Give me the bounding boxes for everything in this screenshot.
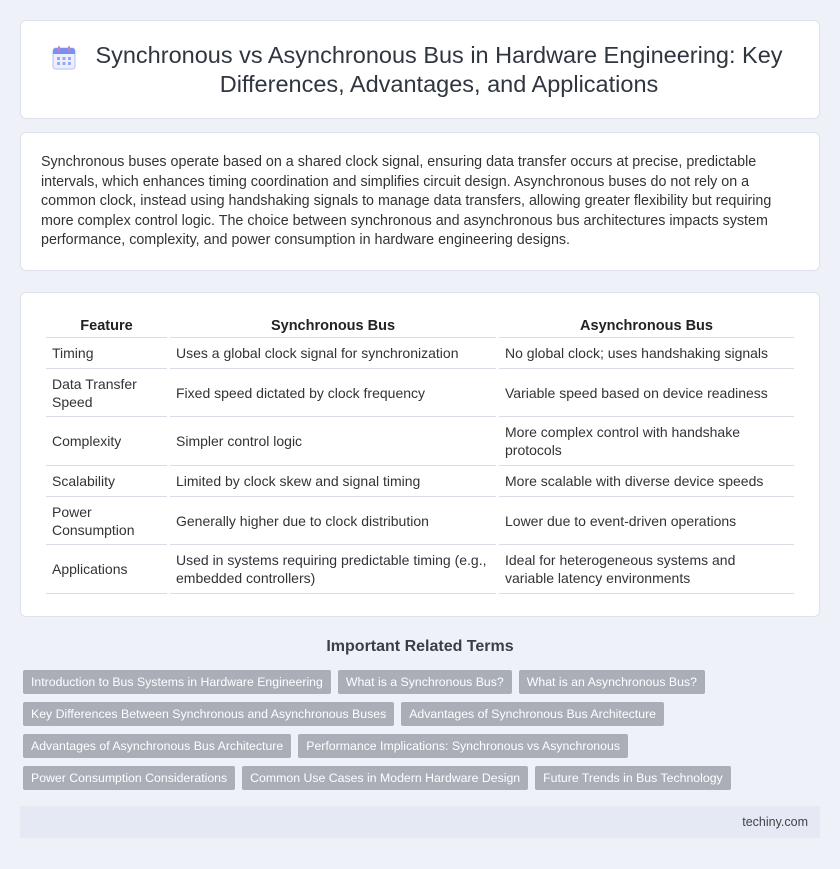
synchronous-cell: Used in systems requiring predictable timing (e.g., embedded controllers) bbox=[170, 545, 496, 594]
header-asynchronous: Asynchronous Bus bbox=[499, 311, 794, 338]
asynchronous-cell: Ideal for heterogeneous systems and variable latency environments bbox=[499, 545, 794, 594]
related-term-link[interactable]: What is a Synchronous Bus? bbox=[338, 670, 512, 694]
asynchronous-cell: More complex control with handshake protocols bbox=[499, 417, 794, 466]
feature-cell: Scalability bbox=[46, 466, 167, 497]
synchronous-cell: Uses a global clock signal for synchronization bbox=[170, 338, 496, 369]
comparison-table bbox=[43, 311, 797, 594]
related-term-link[interactable]: Advantages of Synchronous Bus Architecture bbox=[401, 702, 664, 726]
footer bbox=[20, 806, 820, 838]
feature-cell: Data Transfer Speed bbox=[46, 369, 167, 417]
page-title: Synchronous vs Asynchronous Bus in Hardware Engineering: Key Differences, Advantages, and Applications bbox=[95, 41, 783, 97]
tag-row bbox=[23, 734, 823, 758]
related-terms-heading: Important Related Terms bbox=[326, 638, 514, 655]
table-row bbox=[46, 417, 794, 466]
asynchronous-cell: Variable speed based on device readiness bbox=[499, 369, 794, 417]
tag-row bbox=[23, 702, 823, 726]
related-term-link[interactable]: Power Consumption Considerations bbox=[23, 766, 235, 790]
header-synchronous: Synchronous Bus bbox=[170, 311, 496, 338]
feature-cell: Applications bbox=[46, 545, 167, 594]
synchronous-cell: Limited by clock skew and signal timing bbox=[170, 466, 496, 497]
synchronous-cell: Simpler control logic bbox=[170, 417, 496, 466]
related-term-link[interactable]: Introduction to Bus Systems in Hardware Engineering bbox=[23, 670, 331, 694]
related-term-link[interactable]: Advantages of Asynchronous Bus Architecture bbox=[23, 734, 291, 758]
intro-card bbox=[20, 132, 820, 271]
related-term-link[interactable]: Common Use Cases in Modern Hardware Design bbox=[242, 766, 528, 790]
comparison-table-card bbox=[20, 292, 820, 617]
tag-row bbox=[23, 670, 823, 694]
table-row bbox=[46, 338, 794, 369]
calendar-icon bbox=[51, 45, 77, 71]
footer-site-link[interactable]: techiny.com bbox=[742, 815, 808, 829]
table-row bbox=[46, 497, 794, 545]
feature-cell: Complexity bbox=[46, 417, 167, 466]
intro-paragraph: Synchronous buses operate based on a shared clock signal, ensuring data transfer occurs at precise, predictable intervals, which enhances timing coordination and simplifies circuit design. Asynchronous buses do not rely on a common clock, instead using handshaking signals to manage data transfers, allowing greater flexibility but requiring more complex control logic. The choice between synchronous and asynchronous bus architectures impacts system performance, complexity, and power consumption in hardware engineering designs. bbox=[41, 154, 772, 249]
table-row bbox=[46, 545, 794, 594]
header-feature: Feature bbox=[46, 311, 167, 338]
table-header-row bbox=[46, 311, 794, 338]
synchronous-cell: Fixed speed dictated by clock frequency bbox=[170, 369, 496, 417]
related-term-link[interactable]: Future Trends in Bus Technology bbox=[535, 766, 731, 790]
table-row bbox=[46, 466, 794, 497]
asynchronous-cell: Lower due to event-driven operations bbox=[499, 497, 794, 545]
synchronous-cell: Generally higher due to clock distribution bbox=[170, 497, 496, 545]
asynchronous-cell: More scalable with diverse device speeds bbox=[499, 466, 794, 497]
related-term-link[interactable]: Key Differences Between Synchronous and Asynchronous Buses bbox=[23, 702, 394, 726]
asynchronous-cell: No global clock; uses handshaking signals bbox=[499, 338, 794, 369]
related-term-link[interactable]: Performance Implications: Synchronous vs Asynchronous bbox=[298, 734, 628, 758]
related-term-link[interactable]: What is an Asynchronous Bus? bbox=[519, 670, 705, 694]
table-row bbox=[46, 369, 794, 417]
title-card bbox=[20, 20, 820, 119]
tag-row bbox=[23, 766, 823, 790]
related-terms-list bbox=[23, 670, 823, 798]
feature-cell: Timing bbox=[46, 338, 167, 369]
feature-cell: Power Consumption bbox=[46, 497, 167, 545]
